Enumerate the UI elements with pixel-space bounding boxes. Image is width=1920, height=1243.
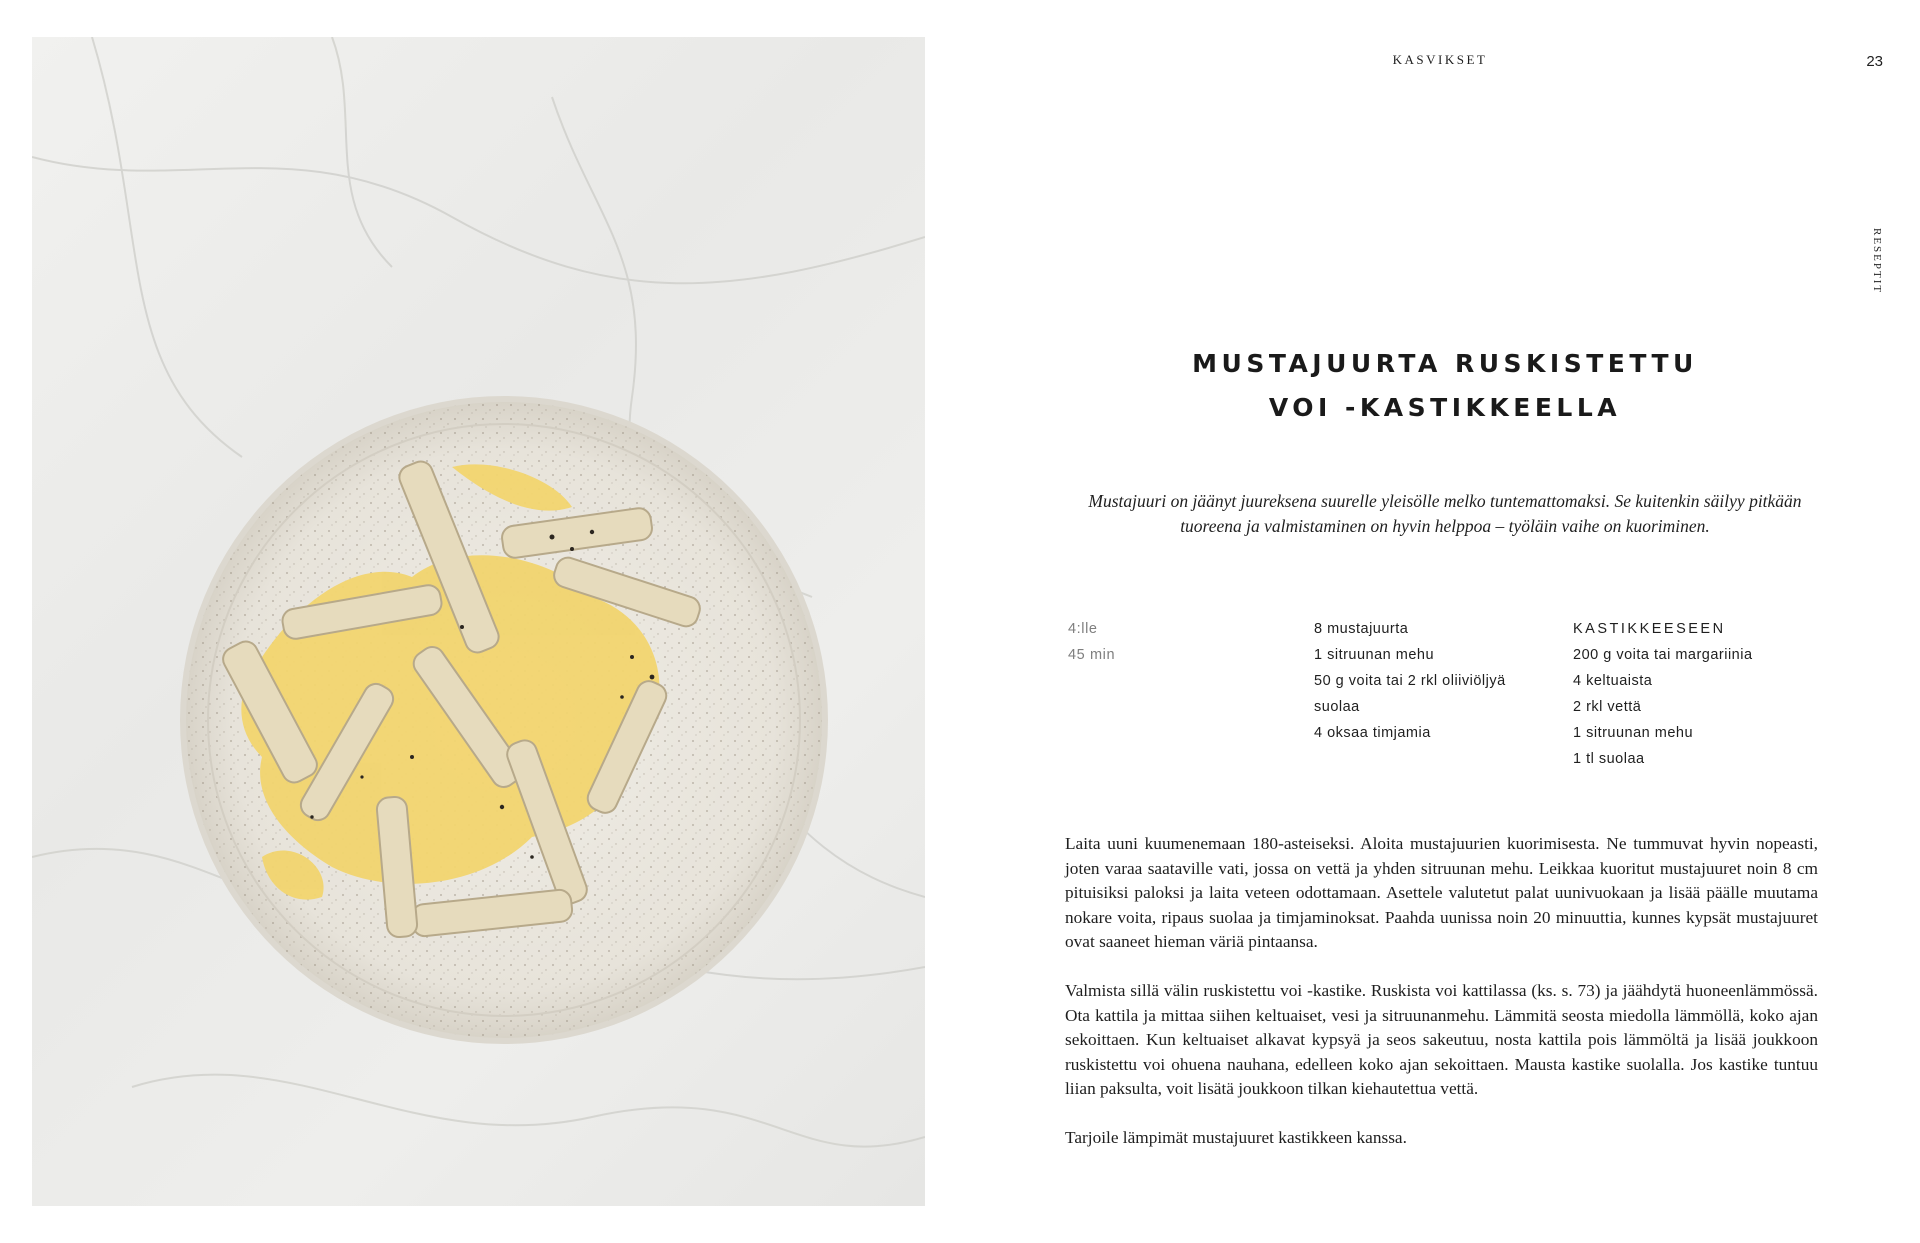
sauce-heading: KASTIKKEESEEN — [1573, 621, 1726, 637]
ingredient-item: 50 g voita tai 2 rkl oliiviöljyä — [1314, 673, 1506, 689]
servings: 4:lle — [1068, 621, 1098, 637]
page-number: 23 — [1866, 53, 1883, 70]
method-paragraph: Valmista sillä välin ruskistettu voi -kastike. Ruskista voi kattilassa (ks. s. 73) ja jäähdytä huoneenlämmössä. Ota kattila ja mittaa siihen keltuaiset, vesi ja sitruunanmehu. Lämmitä seosta miedolla lämmöllä, koko ajan sekoittaen. Kun keltuaiset alkavat kypsyä ja seos sakeutuu, nosta kattila pois lämmöltä ja lisää joukkoon ruskistettu voi ohuena nauhana, edelleen koko ajan sekoittaen. Mausta kastike suolalla. Jos kastike tuntuu liian paksulta, voit lisätä joukkoon tilkan kiehautettua vettä. — [1065, 981, 1818, 1098]
ingredient-list — [1314, 616, 1506, 746]
sauce-ingredient-item: 2 rkl vettä — [1573, 699, 1642, 715]
ingredient-item: 4 oksaa timjamia — [1314, 725, 1431, 741]
method-paragraph: Tarjoile lämpimät mustajuuret kastikkeen kanssa. — [1065, 1128, 1407, 1147]
recipe-meta — [1068, 616, 1115, 668]
recipe-title-line-2: VOI -KASTIKKEELLA — [1268, 393, 1622, 422]
sauce-ingredient-item: 1 sitruunan mehu — [1573, 725, 1694, 741]
sauce-ingredient-list — [1573, 642, 1753, 772]
ingredient-item: 1 sitruunan mehu — [1314, 647, 1435, 663]
prep-time: 45 min — [1068, 647, 1116, 663]
sauce-ingredients — [1573, 616, 1753, 772]
food-photo — [32, 37, 925, 1206]
recipe-title — [1060, 342, 1830, 430]
recipe-intro: Mustajuuri on jäänyt juureksena suurelle yleisölle melko tuntemattomaksi. Se kuitenkin säilyy pitkään tuoreena ja valmistaminen on hyvin helppoa – työläin vaihe on kuoriminen. — [1088, 491, 1802, 536]
food-photo-illustration — [32, 37, 925, 1206]
method-text — [1065, 832, 1818, 1175]
ingredient-item: 8 mustajuurta — [1314, 621, 1409, 637]
section-label: KASVIKSET — [1392, 52, 1488, 67]
recipe-title-line-1: MUSTAJUURTA RUSKISTETTU — [1192, 349, 1698, 378]
sauce-ingredient-item: 1 tl suolaa — [1573, 751, 1645, 767]
side-tab-label: RESEPTIT — [1871, 228, 1883, 295]
ingredient-item: suolaa — [1314, 699, 1360, 715]
sauce-ingredient-item: 4 keltuaista — [1573, 673, 1653, 689]
method-paragraph: Laita uuni kuumenemaan 180-asteiseksi. Aloita mustajuurien kuorimisesta. Ne tummuvat hyvin nopeasti, joten varaa saataville vati, jossa on vettä ja yhden sitruunan mehu. Leikkaa kuoritut mustajuuret noin 8 cm pituisiksi paloksi ja laita veteen odottamaan. Asettele valutetut palat uunivuokaan ja lisää päälle muutama nokare voita, ripaus suolaa ja timjaminoksat. Paahda uunissa noin 20 minuuttia, kunnes kypsät mustajuuret ovat saaneet hieman väriä pintaansa. — [1065, 834, 1818, 951]
sauce-ingredient-item: 200 g voita tai margariinia — [1573, 647, 1753, 663]
